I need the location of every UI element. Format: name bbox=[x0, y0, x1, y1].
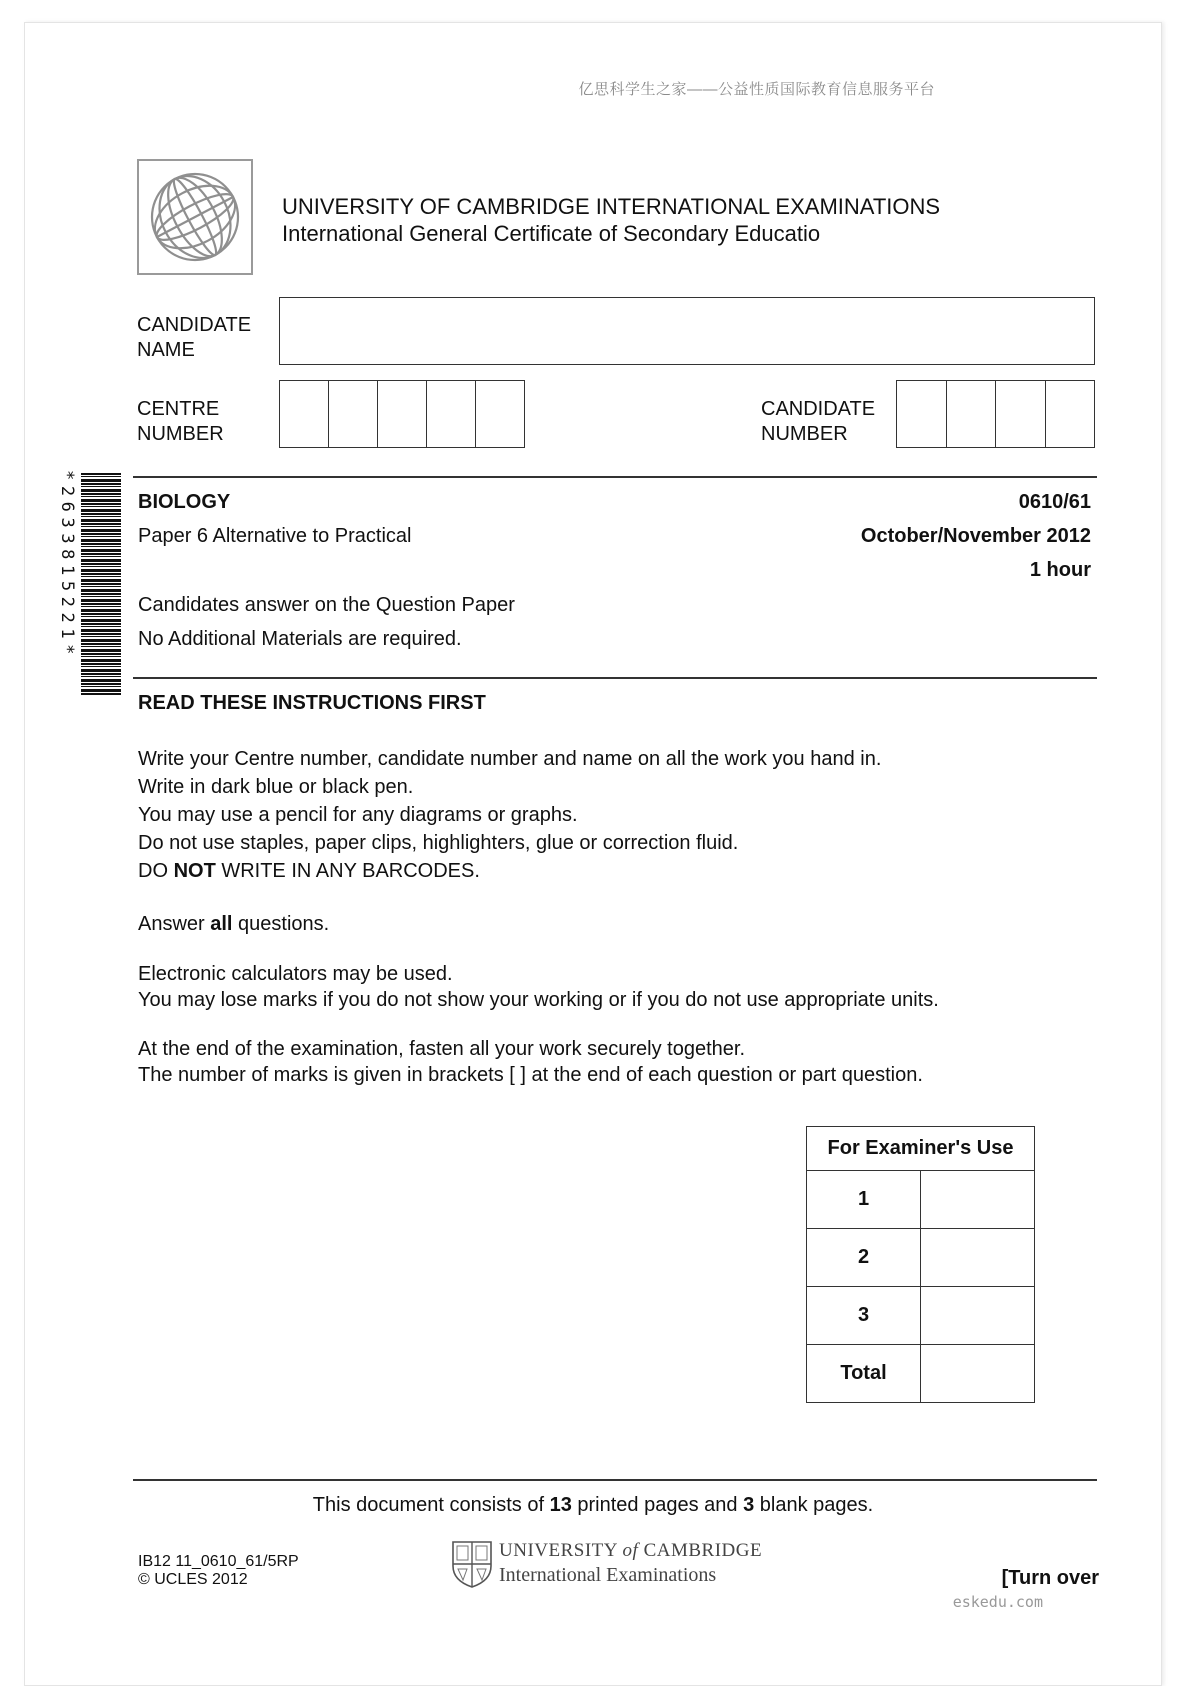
printed-page-count: 13 bbox=[549, 1494, 572, 1516]
emphasis: NOT bbox=[173, 860, 216, 882]
answer-all-line bbox=[138, 910, 329, 938]
emphasis: all bbox=[210, 913, 233, 935]
exam-page bbox=[24, 22, 1162, 1686]
mark-cell bbox=[921, 1287, 1035, 1345]
materials-line-2: No Additional Materials are required. bbox=[138, 628, 462, 650]
wordmark-line-1 bbox=[499, 1540, 762, 1562]
centre-number-label-line1: CENTRE bbox=[137, 398, 220, 420]
candidate-number-field[interactable] bbox=[896, 380, 1095, 448]
instruction-line: You may lose marks if you do not show your working or if you do not use appropriate units. bbox=[138, 989, 939, 1011]
instruction-line: You may use a pencil for any diagrams or graphs. bbox=[138, 804, 578, 826]
candidate-number-digit[interactable] bbox=[996, 381, 1046, 447]
subject: BIOLOGY bbox=[138, 491, 231, 513]
candidate-name-label-line2: NAME bbox=[137, 339, 195, 361]
question-number: 2 bbox=[807, 1229, 921, 1287]
duration: 1 hour bbox=[1029, 559, 1091, 581]
instruction-line bbox=[138, 857, 881, 885]
question-number: 3 bbox=[807, 1287, 921, 1345]
text-run: This document consists of bbox=[312, 1494, 550, 1516]
centre-number-label bbox=[137, 397, 224, 447]
mark-cell bbox=[921, 1171, 1035, 1229]
total-label: Total bbox=[807, 1345, 921, 1403]
text-run: Answer bbox=[138, 913, 211, 935]
candidate-name-label bbox=[137, 313, 251, 363]
examiner-use-table bbox=[806, 1126, 1035, 1403]
wordmark-line-2: International Examinations bbox=[499, 1564, 717, 1586]
candidate-number-label-line1: CANDIDATE bbox=[761, 398, 876, 420]
globe-logo bbox=[137, 159, 253, 275]
institution-name: UNIVERSITY OF CAMBRIDGE INTERNATIONAL EXAMINATIONS bbox=[282, 194, 941, 219]
page-count-statement bbox=[25, 1493, 1161, 1517]
text-run: WRITE IN ANY BARCODES. bbox=[215, 860, 480, 882]
divider bbox=[133, 1479, 1097, 1481]
total-mark-cell bbox=[921, 1345, 1035, 1403]
reference-code: IB12 11_0610_61/5RP bbox=[138, 1553, 299, 1570]
site-watermark: eskedu.com bbox=[952, 1593, 1043, 1611]
materials-line-1: Candidates answer on the Question Paper bbox=[138, 594, 515, 616]
centre-number-digit[interactable] bbox=[427, 381, 476, 447]
institution-heading bbox=[282, 193, 940, 247]
instructions-block bbox=[138, 745, 881, 885]
barcode-digits: *2633815221* bbox=[57, 470, 77, 661]
text-run: of bbox=[622, 1540, 639, 1561]
text-run: questions. bbox=[232, 913, 330, 935]
centre-number-label-line2: NUMBER bbox=[137, 423, 224, 445]
barcode bbox=[81, 473, 121, 695]
text-run: UNIVERSITY bbox=[499, 1540, 618, 1561]
centre-number-digit[interactable] bbox=[476, 381, 524, 447]
blank-page-count: 3 bbox=[743, 1494, 755, 1516]
candidate-number-digit[interactable] bbox=[947, 381, 997, 447]
centre-number-digit[interactable] bbox=[329, 381, 378, 447]
candidate-number-digit[interactable] bbox=[1046, 381, 1095, 447]
exam-session: October/November 2012 bbox=[860, 525, 1091, 547]
turn-over: [Turn over bbox=[1001, 1567, 1099, 1589]
paper-code: 0610/61 bbox=[1018, 491, 1091, 513]
cambridge-wordmark bbox=[499, 1540, 762, 1588]
centre-number-field[interactable] bbox=[279, 380, 525, 448]
watermark-header: 亿思科学生之家——公益性质国际教育信息服务平台 bbox=[578, 81, 935, 98]
centre-number-digit[interactable] bbox=[280, 381, 329, 447]
text-run: printed pages and bbox=[571, 1494, 744, 1516]
instruction-line: Electronic calculators may be used. bbox=[138, 963, 453, 985]
instruction-line: Do not use staples, paper clips, highlighters, glue or correction fluid. bbox=[138, 832, 739, 854]
question-number: 1 bbox=[807, 1171, 921, 1229]
candidate-number-digit[interactable] bbox=[897, 381, 947, 447]
text-run: blank pages. bbox=[754, 1494, 874, 1516]
text-run: DO bbox=[138, 860, 174, 882]
candidate-name-field[interactable] bbox=[279, 297, 1095, 365]
candidate-number-label bbox=[761, 397, 875, 447]
text-run: CAMBRIDGE bbox=[643, 1540, 763, 1561]
centre-number-digit[interactable] bbox=[378, 381, 427, 447]
paper-title: Paper 6 Alternative to Practical bbox=[138, 525, 412, 547]
candidate-number-label-line2: NUMBER bbox=[761, 423, 848, 445]
divider bbox=[133, 677, 1097, 679]
qualification-name: International General Certificate of Secondary Educatio bbox=[282, 221, 821, 246]
divider bbox=[133, 476, 1097, 478]
end-block bbox=[138, 1036, 923, 1088]
barcode-number bbox=[55, 470, 83, 698]
globe-icon bbox=[139, 161, 251, 273]
copyright: © UCLES 2012 bbox=[138, 1571, 248, 1588]
calculator-block bbox=[138, 961, 939, 1013]
instructions-heading: READ THESE INSTRUCTIONS FIRST bbox=[138, 692, 486, 714]
instruction-line: At the end of the examination, fasten all your work securely together. bbox=[138, 1038, 746, 1060]
instruction-line: Write your Centre number, candidate number and name on all the work you hand in. bbox=[138, 748, 882, 770]
instruction-line: The number of marks is given in brackets [ ] at the end of each question or part question. bbox=[138, 1064, 923, 1086]
mark-cell bbox=[921, 1229, 1035, 1287]
document-reference bbox=[138, 1553, 299, 1589]
examiner-table-heading: For Examiner's Use bbox=[807, 1127, 1035, 1171]
instruction-line: Write in dark blue or black pen. bbox=[138, 776, 414, 798]
candidate-name-label-line1: CANDIDATE bbox=[137, 314, 252, 336]
cambridge-crest-icon bbox=[451, 1540, 493, 1588]
